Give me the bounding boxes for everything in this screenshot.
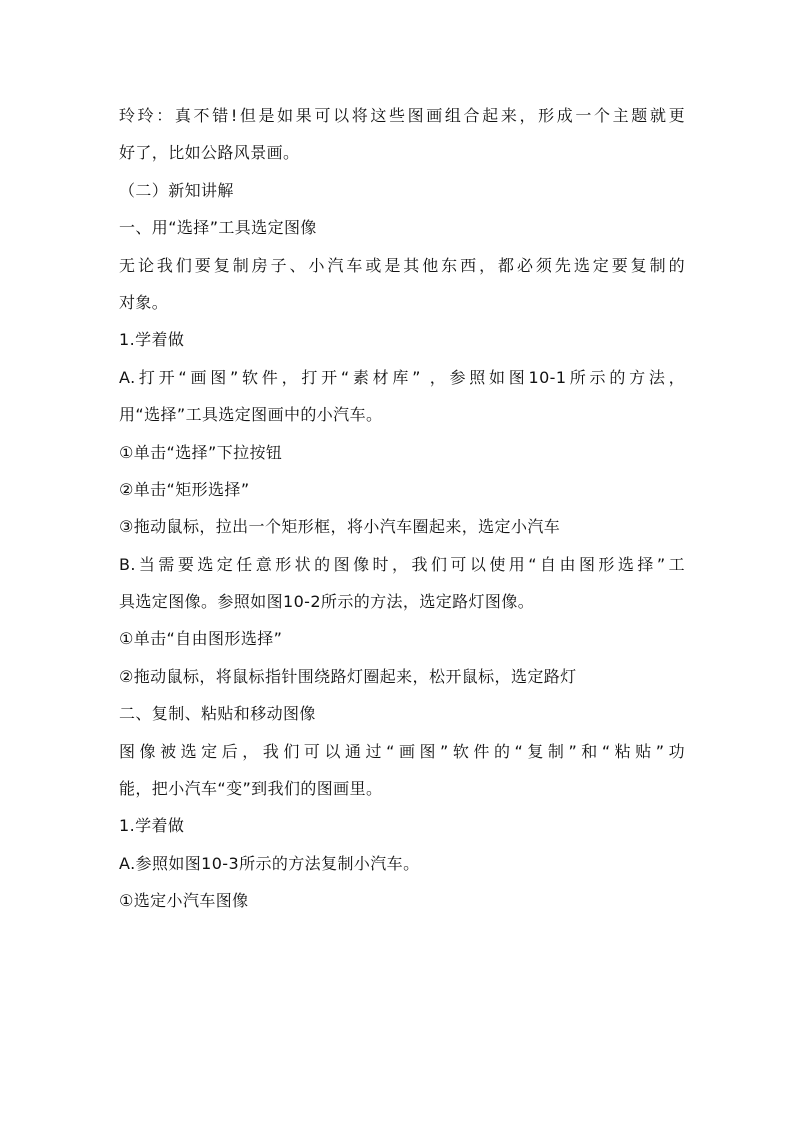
dialogue-line-continuation: 好了，比如公路风景画。 (119, 143, 300, 163)
instruction-paragraph-continuation: 具选定图像。参照如图10-2所示的方法，选定路灯图像。 (119, 592, 535, 612)
subsection-heading: 一、用“选择”工具选定图像 (119, 218, 317, 238)
dialogue-line: 玲玲：真不错!但是如果可以将这些图画组合起来，形成一个主题就更 (119, 106, 685, 125)
paragraph-continuation: 能，把小汽车“变”到我们的图画里。 (119, 779, 383, 799)
instruction-paragraph: A.参照如图10-3所示的方法复制小汽车。 (119, 853, 420, 873)
subsection-heading: 二、复制、粘贴和移动图像 (119, 704, 316, 724)
numbered-step: ②单击“矩形选择” (119, 479, 250, 499)
paragraph-continuation: 对象。 (119, 292, 169, 312)
document-body (119, 97, 685, 920)
numbered-step: ①选定小汽车图像 (119, 891, 249, 911)
numbered-step: ①单击“自由图形选择” (119, 629, 283, 649)
numbered-step: ③拖动鼠标，拉出一个矩形框，将小汽车圈起来，选定小汽车 (119, 517, 561, 537)
step-heading: 1.学着做 (119, 330, 185, 350)
numbered-step: ①单击“选择”下拉按钮 (119, 442, 283, 462)
instruction-paragraph: B.当需要选定任意形状的图像时，我们可以使用“自由图形选择”工 (119, 554, 685, 574)
section-heading: （二）新知讲解 (119, 180, 234, 200)
paragraph: 图像被选定后，我们可以通过“画图”软件的“复制”和“粘贴”功 (119, 741, 685, 761)
numbered-step: ②拖动鼠标，将鼠标指针围绕路灯圈起来，松开鼠标，选定路灯 (119, 666, 577, 686)
instruction-paragraph-continuation: 用“选择”工具选定图画中的小汽车。 (119, 405, 383, 425)
paragraph: 无论我们要复制房子、小汽车或是其他东西，都必须先选定要复制的 (119, 255, 685, 275)
instruction-paragraph: A.打开“画图”软件，打开“素材库” ，参照如图10-1所示的方法， (119, 367, 685, 387)
step-heading: 1.学着做 (119, 816, 185, 836)
